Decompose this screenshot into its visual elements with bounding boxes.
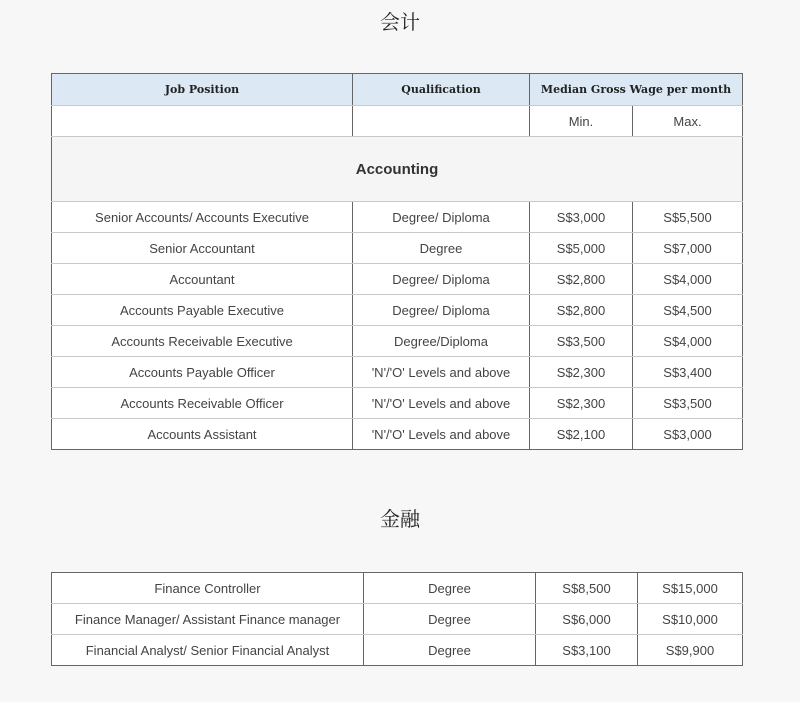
qualification-cell: Degree	[364, 635, 536, 666]
qualification-cell: Degree	[364, 604, 536, 635]
job-cell: Senior Accountant	[52, 233, 353, 264]
table-row	[52, 326, 743, 357]
table-subheader-row	[52, 106, 743, 137]
job-cell: Finance Controller	[52, 573, 364, 604]
job-cell: Accounts Payable Officer	[52, 357, 353, 388]
min-wage-cell: S$2,300	[530, 357, 633, 388]
max-wage-cell: S$4,000	[633, 264, 743, 295]
header-qualification: Qualification	[353, 74, 530, 106]
job-cell: Finance Manager/ Assistant Finance manager	[52, 604, 364, 635]
job-cell: Accounts Payable Executive	[52, 295, 353, 326]
header-median-wage: Median Gross Wage per month	[530, 74, 743, 106]
min-wage-cell: S$2,800	[530, 295, 633, 326]
max-wage-cell: S$5,500	[633, 202, 743, 233]
min-wage-cell: S$2,100	[530, 419, 633, 450]
max-wage-cell: S$9,900	[638, 635, 743, 666]
accounting-heading: 会计	[380, 10, 420, 34]
table-row	[52, 419, 743, 450]
category-label: Accounting	[52, 137, 743, 202]
min-wage-cell: S$3,500	[530, 326, 633, 357]
qualification-cell: 'N'/'O' Levels and above	[353, 388, 530, 419]
max-wage-cell: S$3,400	[633, 357, 743, 388]
header-job-position: Job Position	[52, 74, 353, 106]
qualification-cell: Degree	[353, 233, 530, 264]
max-wage-cell: S$7,000	[633, 233, 743, 264]
job-cell: Accounts Receivable Executive	[52, 326, 353, 357]
max-wage-cell: S$4,500	[633, 295, 743, 326]
table-row	[52, 388, 743, 419]
table-row	[52, 604, 743, 635]
table-row	[52, 573, 743, 604]
max-wage-cell: S$4,000	[633, 326, 743, 357]
finance-salary-table	[51, 572, 743, 666]
job-cell: Accountant	[52, 264, 353, 295]
finance-heading: 金融	[380, 507, 420, 531]
max-wage-cell: S$10,000	[638, 604, 743, 635]
qualification-cell: Degree/ Diploma	[353, 202, 530, 233]
min-wage-cell: S$6,000	[536, 604, 638, 635]
min-wage-cell: S$2,300	[530, 388, 633, 419]
table-row	[52, 357, 743, 388]
qualification-cell: Degree	[364, 573, 536, 604]
table-row	[52, 635, 743, 666]
qualification-cell: Degree/Diploma	[353, 326, 530, 357]
table-header-row	[52, 74, 743, 106]
max-wage-cell: S$15,000	[638, 573, 743, 604]
subheader-empty-cell	[52, 106, 353, 137]
subheader-empty-cell	[353, 106, 530, 137]
table-row	[52, 295, 743, 326]
qualification-cell: 'N'/'O' Levels and above	[353, 419, 530, 450]
job-cell: Senior Accounts/ Accounts Executive	[52, 202, 353, 233]
header-min: Min.	[530, 106, 633, 137]
min-wage-cell: S$3,100	[536, 635, 638, 666]
qualification-cell: Degree/ Diploma	[353, 295, 530, 326]
job-cell: Accounts Assistant	[52, 419, 353, 450]
table-row	[52, 233, 743, 264]
max-wage-cell: S$3,000	[633, 419, 743, 450]
min-wage-cell: S$3,000	[530, 202, 633, 233]
qualification-cell: 'N'/'O' Levels and above	[353, 357, 530, 388]
header-max: Max.	[633, 106, 743, 137]
job-cell: Accounts Receivable Officer	[52, 388, 353, 419]
table-row	[52, 202, 743, 233]
accounting-salary-table	[51, 73, 743, 450]
category-row	[52, 137, 743, 202]
min-wage-cell: S$5,000	[530, 233, 633, 264]
qualification-cell: Degree/ Diploma	[353, 264, 530, 295]
job-cell: Financial Analyst/ Senior Financial Analyst	[52, 635, 364, 666]
max-wage-cell: S$3,500	[633, 388, 743, 419]
min-wage-cell: S$8,500	[536, 573, 638, 604]
min-wage-cell: S$2,800	[530, 264, 633, 295]
table-row	[52, 264, 743, 295]
